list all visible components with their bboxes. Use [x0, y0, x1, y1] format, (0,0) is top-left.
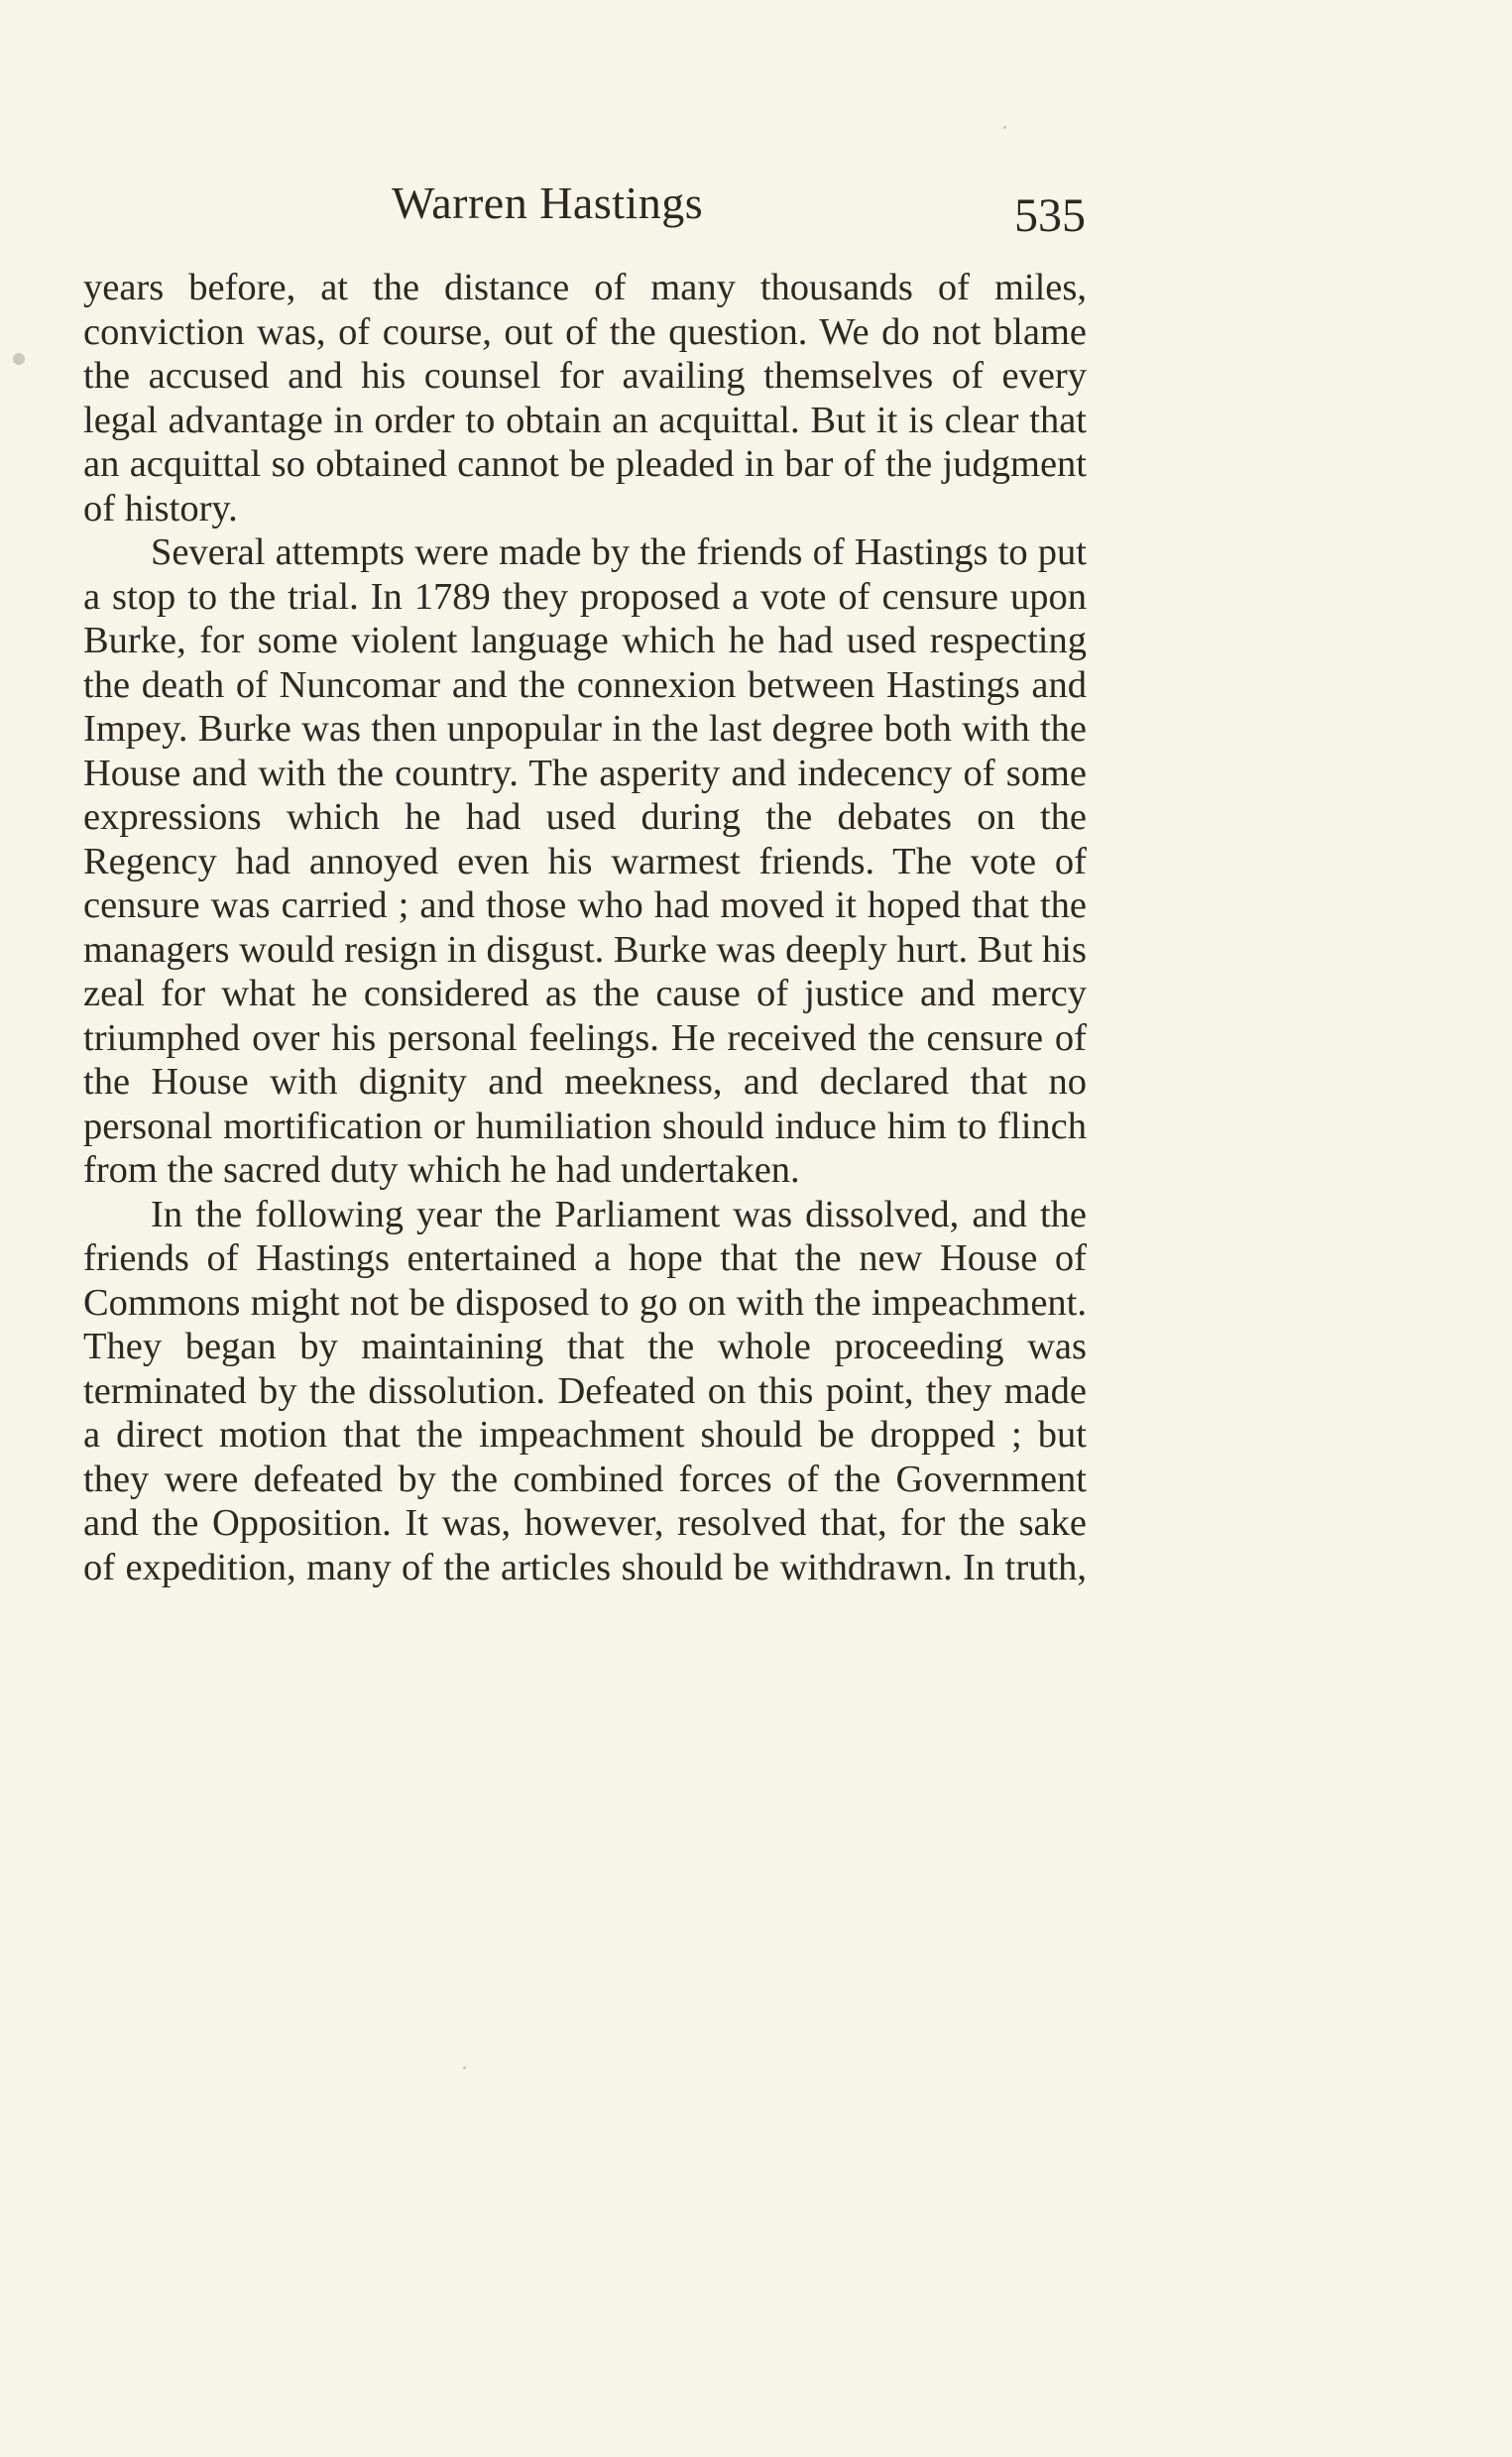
paragraph-parliament-dissolved: In the following year the Parliament was dissolved, and the friends of Hastings entertained a hope that the new House of Commons might not be disposed to go on with the impeachment. They began by maintaining that the whole proceeding was terminated by the dissolution. Defeated on this point, they made a direct motion that the impeachment should be dropped ; but they were defeated by the combined forces of the Government and the Opposition. It was, however, resolved that, for the sake of expedition, many of the articles should be withdrawn. In truth, [83, 1193, 1087, 1588]
paragraph-censure-of-burke: Several attempts were made by the friends of Hastings to put a stop to the trial. In 1789 they proposed a vote of censure upon Burke, for some violent language which he had used respecting the death of Nuncomar and the connexion between Hastings and Impey. Burke was then unpopular in the last degree both with the House and with the country. The asperity and indecency of some expressions which he had used during the debates on the Regency had annoyed even his warmest friends. The vote of censure was carried ; and those who had moved it hoped that the managers would resign in disgust. Burke was deeply hurt. But his zeal for what he considered as the cause of justice and mercy triumphed over his personal feelings. He received the censure of the House with dignity and meekness, and declared that no personal mortification or humiliation should induce him to flinch from the sacred duty which he had undertaken. [83, 531, 1087, 1191]
page-header [392, 176, 1086, 246]
body-text [83, 266, 1087, 1589]
paragraph-continuation: years before, at the distance of many thousands of miles, conviction was, of course, out of the question. We do not blame the accused and his counsel for availing themselves of every legal advantage in order to obtain an acquittal. But it is clear that an acquittal so obtained cannot be pleaded in bar of the judgment of history. [83, 267, 1087, 529]
paper-speck [463, 2066, 466, 2069]
paper-speck [1003, 126, 1006, 129]
paper-speck [13, 353, 25, 365]
page-number: 535 [1014, 189, 1086, 242]
running-title: Warren Hastings [392, 177, 704, 228]
